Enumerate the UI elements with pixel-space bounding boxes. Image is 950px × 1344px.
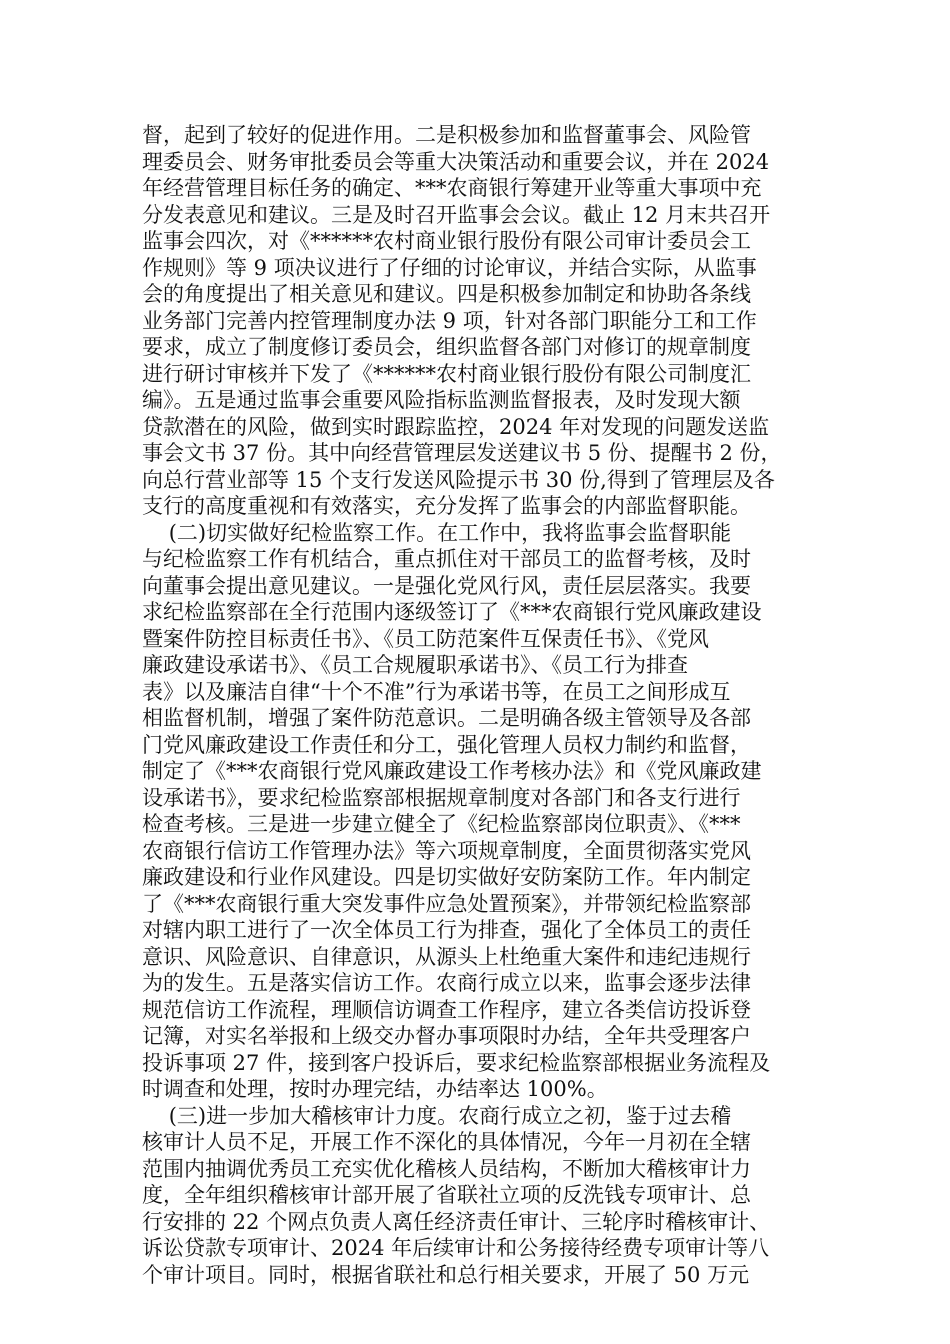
- text-line: 表》以及廉洁自律“十个不准”行为承诺书等，在员工之间形成互: [142, 679, 731, 704]
- text-line: 支行的高度重视和有效落实，充分发挥了监事会的内部监督职能。: [142, 494, 751, 518]
- text-line: 暨案件防控目标责任书》、《员工防范案件互保责任书》、《党风: [142, 626, 709, 651]
- text-line: 个审计项目。同时，根据省联社和总行相关要求，开展了 50 万元: [142, 1262, 750, 1287]
- text-line: 记簿，对实名举报和上级交办督办事项限时办结，全年共受理客户: [142, 1024, 751, 1048]
- paragraph-supervision: [142, 122, 810, 520]
- text-line: 督，起到了较好的促进作用。二是积极参加和监督董事会、风险管: [142, 123, 751, 147]
- text-line: 为的发生。五是落实信访工作。农商行成立以来，监事会逐步法律: [142, 971, 751, 995]
- text-line: 时调查和处理，按时办理完结，办结率达 100%。: [142, 1077, 608, 1101]
- text-line: 门党风廉政建设工作责任和分工，强化管理人员权力制约和监督，: [142, 732, 751, 757]
- text-line: 核审计人员不足，开展工作不深化的具体情况，今年一月初在全辖: [142, 1130, 751, 1154]
- text-line: 事会文书 37 份。其中向经营管理层发送建议书 5 份、提醒书 2 份，: [142, 441, 782, 465]
- text-line: 诉讼贷款专项审计、2024 年后续审计和公务接待经费专项审计等八: [142, 1236, 770, 1260]
- text-line: 行安排的 22 个网点负责人离任经济责任审计、三轮序时稽核审计、: [142, 1209, 771, 1234]
- text-line: 检查考核。三是进一步建立健全了《纪检监察部岗位职责》、《***: [142, 812, 741, 836]
- text-line: 年经营管理目标任务的确定、***农商银行筹建开业等重大事项中充: [142, 176, 762, 200]
- text-line: 农商银行信访工作管理办法》等六项规章制度，全面贯彻落实党风: [142, 838, 751, 863]
- text-line: 与纪检监察工作有机结合，重点抓住对干部员工的监督考核，及时: [142, 547, 751, 571]
- text-line: 监事会四次，对《******农村商业银行股份有限公司审计委员会工: [142, 229, 751, 253]
- text-line: 向总行营业部等 15 个支行发送风险提示书 30 份,得到了管理层及各: [142, 467, 775, 492]
- paragraph-audit: [142, 1103, 810, 1289]
- text-line: 相监督机制，增强了案件防范意识。二是明确各级主管领导及各部: [142, 706, 751, 730]
- text-line: 进行研讨审核并下发了《******农村商业银行股份有限公司制度汇: [142, 361, 751, 386]
- text-line: 投诉事项 27 件，接到客户投诉后，要求纪检监察部根据业务流程及: [142, 1050, 771, 1075]
- text-line: 设承诺书》，要求纪检监察部根据规章制度对各部门和各支行进行: [142, 785, 741, 810]
- text-line: 规范信访工作流程，理顺信访调查工作程序，建立各类信访投诉登: [142, 997, 751, 1022]
- text-line: 对辖内职工进行了一次全体员工行为排查，强化了全体员工的责任: [142, 918, 751, 942]
- text-line: 贷款潜在的风险，做到实时跟踪监控，2024 年对发现的问题发送监: [142, 414, 770, 439]
- text-line: 会的角度提出了相关意见和建议。四是积极参加制定和协助各条线: [142, 282, 751, 306]
- text-line: 廉政建设和行业作风建设。四是切实做好安防案防工作。年内制定: [142, 865, 751, 889]
- text-line: 向董事会提出意见建议。一是强化党风行风，责任层层落实。我要: [142, 573, 751, 598]
- text-line: 分发表意见和建议。三是及时召开监事会会议。截止 12 月末共召开: [142, 202, 771, 227]
- text-line: (二)切实做好纪检监察工作。在工作中，我将监事会监督职能: [142, 520, 732, 545]
- text-line: 度，全年组织稽核审计部开展了省联社立项的反洗钱专项审计、总: [142, 1183, 751, 1207]
- text-line: 了《***农商银行重大突发事件应急处置预案》，并带领纪检监察部: [142, 891, 751, 916]
- text-line: 求纪检监察部在全行范围内逐级签订了《***农商银行党风廉政建设: [142, 600, 762, 624]
- text-line: 要求，成立了制度修订委员会，组织监督各部门对修订的规章制度: [142, 335, 751, 359]
- paragraph-discipline-inspection: [142, 520, 810, 1103]
- text-line: 编》。五是通过监事会重要风险指标监测监督报表，及时发现大额: [142, 388, 741, 412]
- text-line: 意识、风险意识、自律意识，从源头上杜绝重大案件和违纪违规行: [142, 944, 751, 969]
- text-line: (三)进一步加大稽核审计力度。农商行成立之初，鉴于过去稽: [142, 1103, 732, 1128]
- text-line: 业务部门完善内控管理制度办法 9 项，针对各部门职能分工和工作: [142, 308, 757, 333]
- text-line: 理委员会、财务审批委员会等重大决策活动和重要会议，并在 2024: [142, 149, 770, 174]
- text-line: 廉政建设承诺书》、《员工合规履职承诺书》、《员工行为排查: [142, 653, 688, 677]
- text-line: 范围内抽调优秀员工充实优化稽核人员结构，不断加大稽核审计力: [142, 1156, 751, 1181]
- text-line: 作规则》等 9 项决议进行了仔细的讨论审议，并结合实际，从监事: [142, 255, 757, 280]
- document-body: [142, 122, 810, 1288]
- text-line: 制定了《***农商银行党风廉政建设工作考核办法》和《党风廉政建: [142, 759, 762, 783]
